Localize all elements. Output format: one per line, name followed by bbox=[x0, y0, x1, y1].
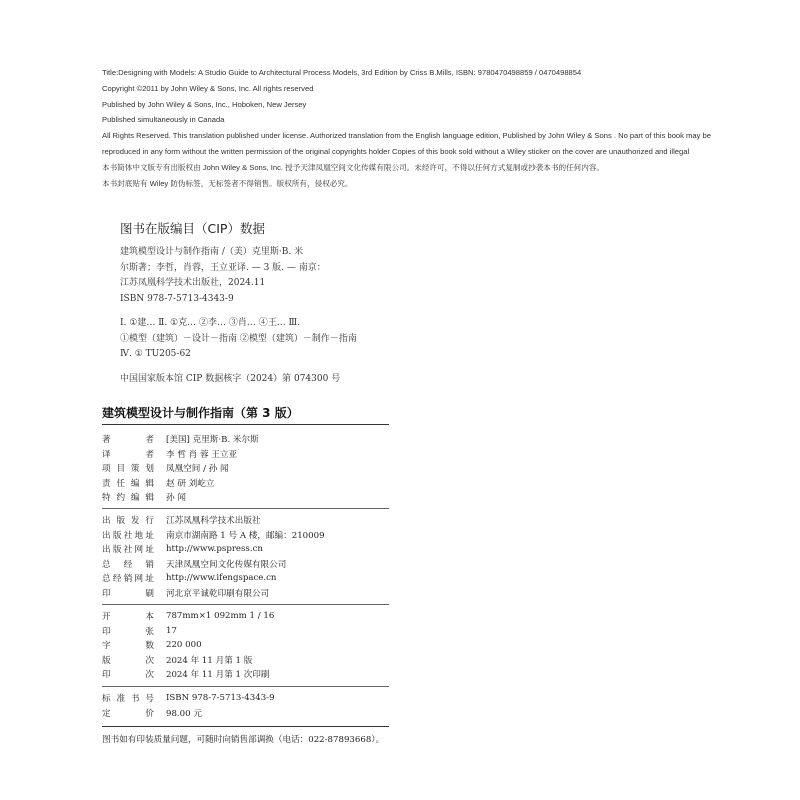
info-value: 孙 闻 bbox=[166, 493, 186, 504]
info-row bbox=[102, 476, 389, 491]
info-value: ISBN 978-7-5713-4343-9 bbox=[166, 693, 275, 704]
info-value: 787mm×1 092mm 1 / 16 bbox=[166, 611, 275, 622]
copyright-line: Title:Designing with Models: A Studio Guide to Architectural Process Models, 3rd Edition by Criss B.Mills, ISBN: 9780470498859 / 0470498854 bbox=[102, 68, 582, 77]
info-row bbox=[102, 528, 389, 543]
info-value: http://www.ifengspace.cn bbox=[166, 573, 277, 584]
info-label: 印刷 bbox=[102, 588, 154, 599]
info-label: 印张 bbox=[102, 626, 154, 637]
cip-line: 江苏凤凰科学技术出版社，2024.11 bbox=[120, 278, 266, 288]
divider bbox=[102, 726, 389, 727]
footer-note: 图书如有印装质量问题，可随时向销售部调换（电话：022-87893668）。 bbox=[102, 735, 385, 745]
info-label: 总经销 bbox=[102, 559, 154, 570]
info-value: 赵 研 刘屹立 bbox=[166, 478, 215, 489]
info-row bbox=[102, 571, 389, 586]
info-row bbox=[102, 542, 389, 557]
info-row bbox=[102, 557, 389, 572]
copyright-line: Copyright ©2011 by John Wiley & Sons, Inc. All rights reserved bbox=[102, 83, 314, 93]
info-row bbox=[102, 432, 389, 447]
cip-line: 建筑模型设计与制作指南 /（美）克里斯·B. 米 bbox=[120, 247, 304, 257]
info-label: 出版社网址 bbox=[102, 545, 154, 556]
info-row bbox=[102, 513, 389, 528]
info-label: 出版社地址 bbox=[102, 530, 154, 541]
copyright-line: Published by John Wiley & Sons, Inc., Hoboken, New Jersey bbox=[102, 99, 307, 109]
info-row bbox=[102, 638, 389, 653]
info-value: 天津凤凰空间文化传媒有限公司 bbox=[166, 559, 287, 570]
copyright-line: 本书封底贴有 Wiley 防伪标签，无标签者不得销售。版权所有，侵权必究。 bbox=[102, 178, 353, 188]
info-label: 项目策划 bbox=[102, 464, 154, 475]
info-row bbox=[102, 490, 389, 505]
info-value: 98.00 元 bbox=[166, 708, 202, 719]
copyright-block bbox=[102, 65, 711, 191]
info-label: 总经销网址 bbox=[102, 574, 154, 585]
info-value: 江苏凤凰科学技术出版社 bbox=[166, 516, 261, 527]
info-value: 河北京平诚乾印刷有限公司 bbox=[166, 588, 270, 599]
info-label: 定价 bbox=[102, 708, 154, 719]
info-value: 2024 年 11 月第 1 版 bbox=[166, 655, 253, 666]
info-value: 220 000 bbox=[166, 640, 202, 651]
cip-line: ①模型（建筑）－设计－指南 ②模型（建筑）－制作－指南 bbox=[120, 333, 357, 344]
info-value: 李 哲 肖 蓉 王立亚 bbox=[166, 449, 238, 460]
divider bbox=[102, 604, 389, 605]
copyright-line: 本书简体中文版专有出版权由 John Wiley & Sons, Inc. 授予天津凤凰空间文化传媒有限公司。未经许可，不得以任何方式复制或抄袭本书的任何内容。 bbox=[102, 162, 605, 172]
info-row bbox=[102, 586, 389, 601]
divider bbox=[102, 508, 389, 509]
info-value: 17 bbox=[166, 625, 177, 636]
credits-table bbox=[102, 432, 389, 505]
cip-line: ISBN 978-7-5713-4343-9 bbox=[120, 293, 234, 304]
book-title: 建筑模型设计与制作指南（第 3 版） bbox=[102, 406, 299, 420]
divider bbox=[102, 686, 389, 687]
info-value: 2024 年 11 月第 1 次印刷 bbox=[166, 670, 270, 681]
info-value: 凤凰空间 / 孙 闻 bbox=[166, 464, 229, 475]
info-label: 责任编辑 bbox=[102, 478, 154, 489]
info-row bbox=[102, 447, 389, 462]
info-value: 南京市湖南路 1 号 A 楼，邮编：210009 bbox=[166, 530, 325, 541]
cip-line: Ⅳ. ① TU205-62 bbox=[120, 349, 191, 359]
info-row bbox=[102, 624, 389, 639]
info-row bbox=[102, 461, 389, 476]
cip-heading: 图书在版编目（CIP）数据 bbox=[120, 221, 265, 236]
info-row bbox=[102, 653, 389, 668]
info-label: 出版发行 bbox=[102, 516, 154, 527]
title-rule bbox=[102, 424, 389, 425]
info-label: 版次 bbox=[102, 655, 154, 666]
info-row bbox=[102, 667, 389, 682]
info-label: 译者 bbox=[102, 449, 154, 460]
info-label: 字数 bbox=[102, 641, 154, 652]
info-row bbox=[102, 706, 389, 721]
info-label: 著者 bbox=[102, 435, 154, 446]
copyright-line: All Rights Reserved. This translation published under license. Authorized translation from the English language edition, Published by John Wiley & Sons . No part of this book may be bbox=[102, 131, 711, 141]
info-label: 开本 bbox=[102, 612, 154, 623]
cip-line: Ⅰ. ①建… Ⅱ. ①克… ②李… ③肖… ④王… Ⅲ. bbox=[120, 318, 301, 328]
info-row bbox=[102, 691, 389, 706]
info-label: 特约编辑 bbox=[102, 493, 154, 504]
cip-block bbox=[120, 245, 360, 387]
publisher-table bbox=[102, 513, 389, 600]
info-label: 标准书号 bbox=[102, 694, 154, 705]
cip-line: 尔斯著；李哲，肖蓉，王立亚译. — 3 版. — 南京： bbox=[120, 262, 326, 273]
info-label: 印次 bbox=[102, 670, 154, 681]
copyright-line: reproduced in any form without the written permission of the original copyrights holder Copies of this book sold without a Wiley sticker on the cover are unauthorized and illegal bbox=[102, 146, 690, 156]
isbn-table bbox=[102, 691, 389, 720]
cip-line: 中国国家版本馆 CIP 数据核字（2024）第 074300 号 bbox=[120, 373, 341, 384]
info-value: [美国] 克里斯·B. 米尔斯 bbox=[166, 435, 259, 446]
specs-table bbox=[102, 609, 389, 682]
copyright-line: Published simultaneously in Canada bbox=[102, 115, 225, 125]
info-value: http://www.pspress.cn bbox=[166, 544, 263, 555]
info-row bbox=[102, 609, 389, 624]
